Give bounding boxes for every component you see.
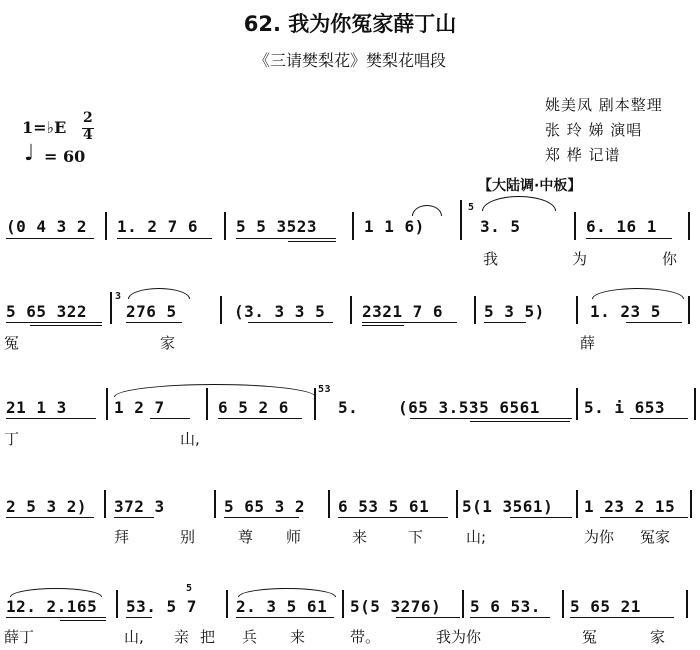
underline [114,517,154,518]
underline [630,418,688,419]
time-signature-top: 2 [83,110,93,126]
measure-2-1: 5 65 322 [6,302,88,321]
measure-3-5: (65 3.535 6561 [398,398,540,417]
underline [60,620,106,621]
measure-2-3: (3. 3 3 5 [234,302,326,321]
lyric-4-3: 尊 [238,528,254,546]
slur [114,384,316,397]
barline [342,590,344,618]
underline [6,238,94,239]
barline [690,490,692,518]
underline [510,517,572,518]
underline [6,418,96,419]
measure-4-1: 2 5 3 2) [6,497,88,516]
underline [362,322,457,323]
underline [6,322,102,323]
measure-1-2: 1. 2 7 6 [117,217,199,236]
barline [688,296,690,324]
section-label: 【大陆调·中板】 [478,178,582,194]
barline [104,490,106,518]
grace-note: 5 [186,583,193,594]
barline [350,296,352,324]
underline [484,322,526,323]
barline [352,212,354,240]
measure-3-3: 6 5 2 6 [218,398,289,417]
barline [576,490,578,518]
measure-3-4: 5. [338,398,359,417]
credit-singer: 张 玲 娣 演唱 [545,121,643,139]
lyric-5-6: 来 [290,628,306,646]
lyric-5-3: 亲 [174,628,190,646]
measure-1-4: 1 1 6) [364,217,425,236]
underline [626,322,682,323]
underline [288,241,336,242]
measure-5-5: 5 6 53. [470,597,541,616]
lyric-1-1: 我 [483,250,499,268]
lyric-2-2: 家 [160,334,176,352]
barline [106,388,108,420]
underline [362,325,404,326]
barline [314,388,316,420]
underline [6,617,106,618]
barline [562,590,564,618]
underline [30,325,102,326]
measure-5-3: 2. 3 5 61 [236,597,328,616]
underline [117,238,212,239]
lyric-5-5: 兵 [242,628,258,646]
underline [150,418,190,419]
barline [226,590,228,618]
measure-1-1: (0 4 3 2 [6,217,88,236]
underline [570,617,674,618]
barline [576,296,578,324]
lyric-4-7: 山; [466,528,487,546]
barline [694,388,696,420]
measure-1-3: 5 5 3523 [236,217,318,236]
lyric-4-4: 师 [286,528,302,546]
lyric-5-2: 山, [124,628,144,646]
grace-note: 5 [468,202,475,213]
slur [128,288,190,299]
lyric-5-4: 把 [200,628,216,646]
lyric-4-8: 为你 [584,528,615,546]
measure-5-6: 5 65 21 [570,597,641,616]
lyric-1-3: 你 [662,250,678,268]
lyric-1-2: 为 [572,250,588,268]
underline [126,322,182,323]
measure-2-5: 5 3 5) [484,302,545,321]
measure-4-3: 5 65 3 2 [224,497,306,516]
barline [456,490,458,518]
measure-3-6: 5. i 653 [584,398,666,417]
barline [214,490,216,518]
lyric-5-9: 冤 [582,628,598,646]
barline [328,490,330,518]
barline [576,388,578,420]
measure-3-1: 21 1 3 [6,398,67,417]
barline [574,212,576,240]
lyric-5-7: 带。 [350,628,381,646]
measure-3-2: 1 2 7 [114,398,165,417]
underline [236,617,334,618]
underline [248,322,333,323]
lyric-5-10: 家 [650,628,666,646]
slur [482,196,556,211]
underline [586,238,672,239]
measure-2-4: 2321 7 6 [362,302,444,321]
quarter-note-icon: ♩ [24,140,35,166]
underline [224,517,299,518]
underline [6,517,94,518]
lyric-5-1: 薛丁 [4,628,35,646]
lyric-4-6: 下 [408,528,424,546]
underline [126,617,152,618]
barline [206,388,208,420]
grace-note: 53 [318,384,332,395]
song-title: 62. 我为你冤家薛丁山 [243,12,457,36]
lyric-2-1: 冤 [4,334,20,352]
measure-5-2: 53. 5 7 [126,597,197,616]
barline [224,212,226,240]
barline [474,296,476,324]
barline [460,200,462,240]
lyric-4-1: 拜 [114,528,130,546]
slur [238,588,336,597]
lyric-4-2: 别 [180,528,196,546]
barline [116,590,118,618]
grace-note: 3 [115,291,122,302]
underline [396,617,460,618]
measure-1-6: 6. 16 1 [586,217,657,236]
credit-notation: 郑 桦 记谱 [545,146,621,164]
measure-4-5: 5(1 3561) [462,497,554,516]
slur [10,588,102,597]
underline [600,517,688,518]
underline [218,418,302,419]
lyric-4-9: 冤家 [640,528,671,546]
barline [462,590,464,618]
tempo-value: = 60 [44,147,86,166]
measure-4-2: 372 3 [114,497,165,516]
underline [236,238,336,239]
barline [105,212,107,240]
measure-2-2: 276 5 [126,302,177,321]
underline [410,418,572,419]
lyric-4-5: 来 [352,528,368,546]
lyric-3-1: 丁 [4,430,20,448]
lyric-2-3: 薛 [580,334,596,352]
measure-4-6: 1 23 2 15 [584,497,676,516]
measure-1-5: 3. 5 [480,217,521,236]
lyric-5-8: 我为你 [436,628,482,646]
slur [412,205,442,216]
credit-script: 姚美凤 剧本整理 [545,96,663,114]
barline [110,292,112,324]
time-signature-bottom: 4 [83,127,93,143]
song-subtitle: 《三请樊梨花》樊梨花唱段 [253,51,446,70]
lyric-3-2: 山, [180,430,200,448]
measure-4-4: 6 53 5 61 [338,497,430,516]
measure-5-1: 12. 2.165 [6,597,98,616]
underline [338,517,448,518]
underline [470,421,570,422]
slur [592,288,684,299]
underline [470,617,550,618]
barline [688,212,690,240]
measure-2-6: 1. 23 5 [590,302,661,321]
barline [220,296,222,324]
barline [686,590,688,618]
key-signature: 1=♭E [22,118,67,137]
measure-5-4: 5(5 3276) [350,597,442,616]
